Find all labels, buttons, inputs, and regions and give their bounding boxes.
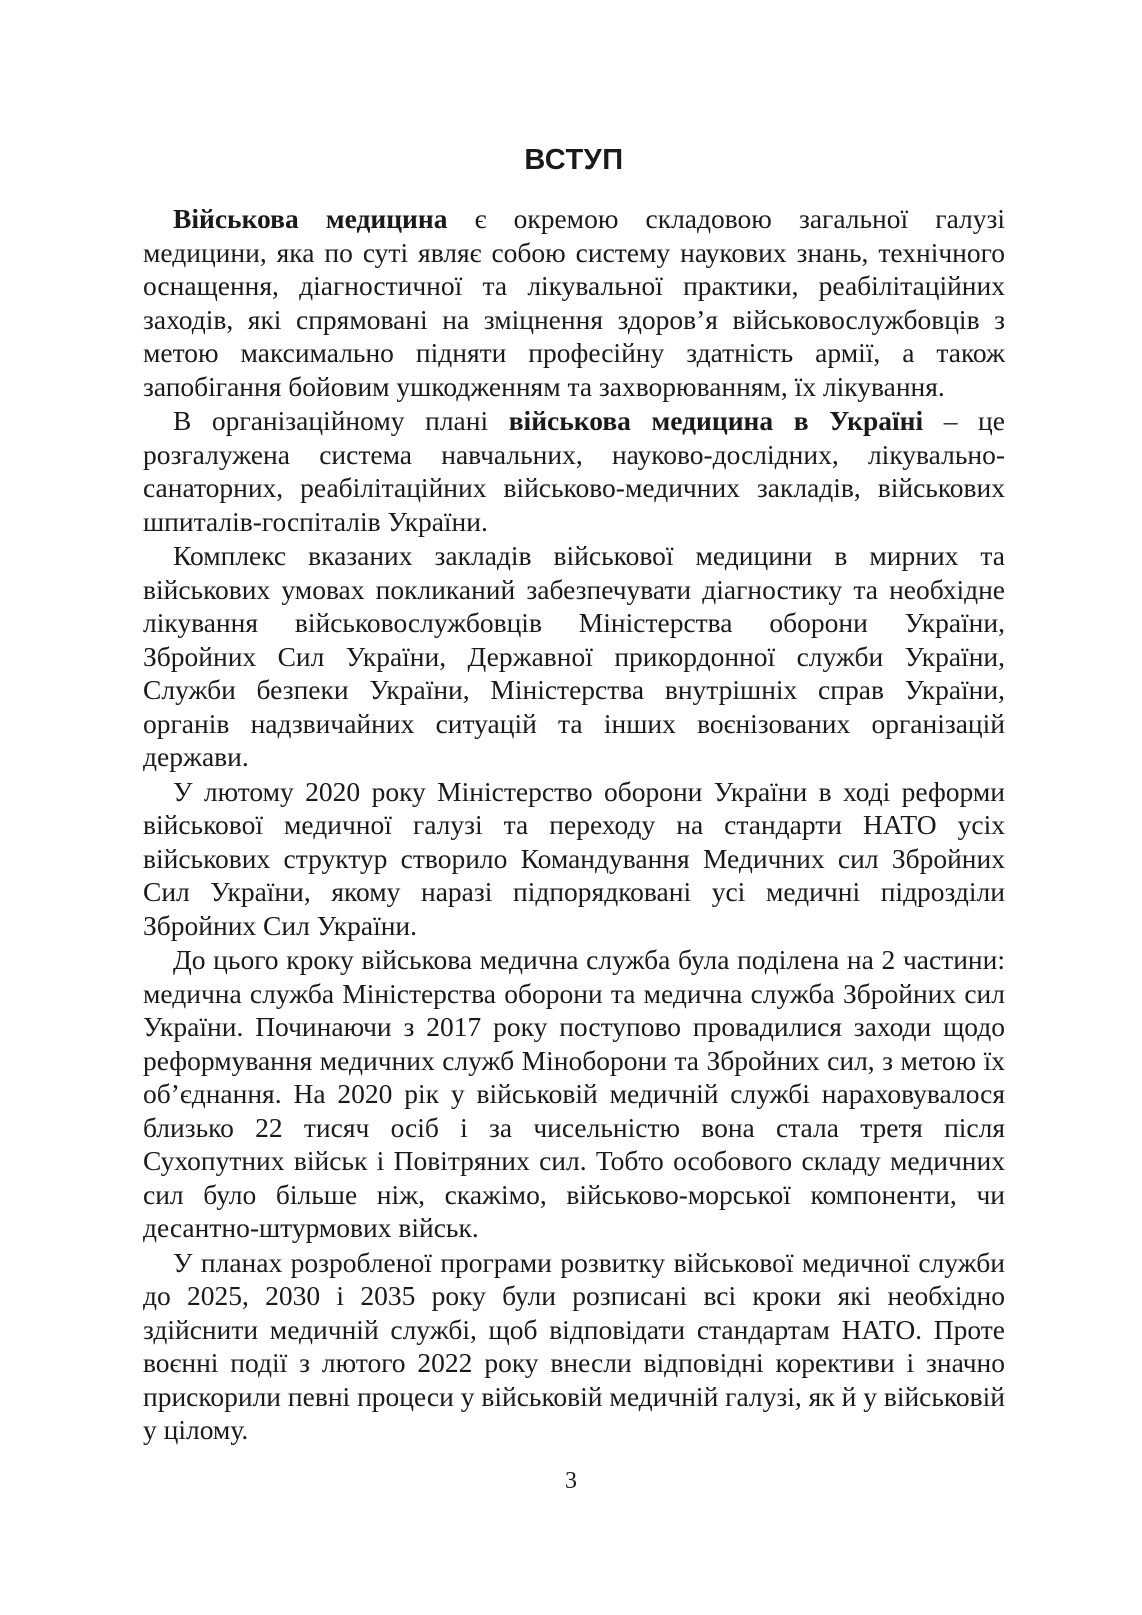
paragraph-1-text: є окремою складовою загальної галузі медицини, яка по суті являє собою систему наукових знань, технічного оснащення, діагностичної та лікувальної практики, реабілітаційних заходів, які спрямовані на зміцнення здоров’я військовослужбовців з метою максимально підняти професійну здатність армії, а також запобігання бойовим ушкодженням та захворюванням, їх лікування. <box>143 203 1006 402</box>
page-number: 3 <box>565 1468 577 1494</box>
paragraph-1-bold-term: Військова медицина <box>173 203 448 234</box>
page-title: ВСТУП <box>524 144 624 176</box>
paragraph-2-text-before: В організаційному плані <box>173 405 509 436</box>
paragraph-6: У планах розробленої програми розвитку військової медичної служби до 2025, 2030 і 2035 року були розписані всі кроки які необхідно здійснити медичній службі, щоб відповідати стандартам НАТО. Проте воєнні події з лютого 2022 року внесли відповідні корективи і значно прискорили певні процеси у військовій медичній галузі, як й у військовій у цілому. <box>143 1246 1005 1445</box>
paragraph-2 <box>143 404 1005 538</box>
paragraph-2-bold-term: військова медицина в Україні <box>508 405 924 436</box>
paragraph-3: Комплекс вказаних закладів військової медицини в мирних та військових умовах покликаний забезпечувати діагностику та необхідне лікування військовослужбовців Міністерства оборони України, Збройних Сил України, Державної прикордонної служби України, Служби безпеки України, Міністерства внутрішніх справ України, органів надзвичайних ситуацій та інших воєнізованих організацій держави. <box>143 540 1005 772</box>
paragraph-5: До цього кроку військова медична служба була поділена на 2 частини: медична служба Міністерства оборони та медична служба Збройних сил України. Починаючи з 2017 року поступово провадилися заходи щодо реформування медичних служб Міноборони та Збройних сил, з метою їх об’єднання. На 2020 рік у військовій медичній службі нараховувалося близько 22 тисяч осіб і за чисельністю вона стала третя після Сухопутних військ і Повітряних сил. Тобто особового складу медичних сил було більше ніж, скажімо, військово-морської компоненти, чи десантно-штурмових військ. <box>143 944 1005 1243</box>
paragraph-2-text-after: – це розгалужена система навчальних, науково-дослідних, лікувально-санаторних, реабілітаційних військово-медичних закладів, військових шпиталів-госпіталів України. <box>143 405 1005 537</box>
paragraph-1 <box>143 202 1005 403</box>
document-page <box>143 140 1005 1570</box>
paragraph-4: У лютому 2020 року Міністерство оборони України в ході реформи військової медичної галузі та переходу на стандарти НАТО усіх військових структур створило Командування Медичних сил Збройних Сил України, якому наразі підпорядковані усі медичні підрозділи Збройних Сил України. <box>143 775 1005 941</box>
